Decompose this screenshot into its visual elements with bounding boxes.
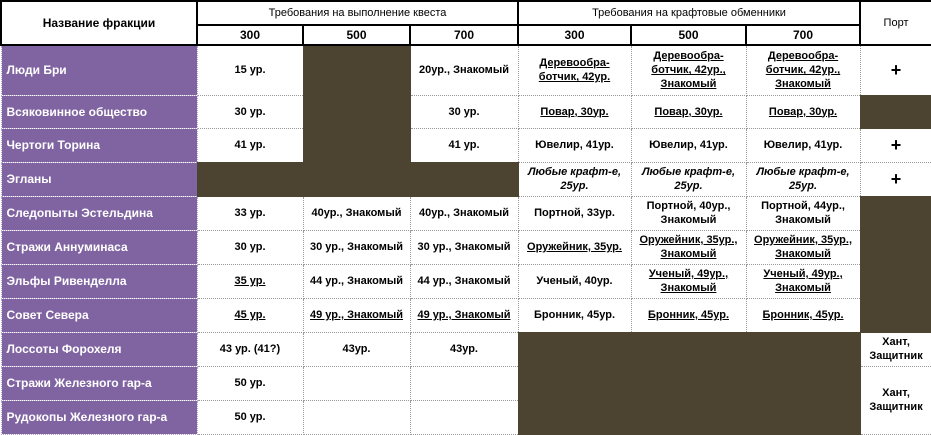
craft-500-cell: Деревообра-ботчик, 42ур., Знакомый — [631, 45, 746, 95]
craft-500-cell: Ювелир, 41ур. — [631, 128, 746, 162]
quest-500-cell: 30 ур., Знакомый — [303, 230, 410, 264]
quest-300-cell: 50 ур. — [197, 366, 303, 400]
faction-name: Люди Бри — [1, 45, 197, 95]
quest-700-cell: 20ур., Знакомый — [410, 45, 518, 95]
port-cell: Хант, Защитник — [860, 332, 931, 366]
faction-name: Всяковинное общество — [1, 95, 197, 128]
quest-500-cell: 44 ур., Знакомый — [303, 264, 410, 298]
table-row — [1, 332, 931, 366]
table-row — [1, 264, 931, 298]
craft-300-cell: Оружейник, 35ур. — [518, 230, 631, 264]
craft-empty-block — [518, 332, 860, 434]
port-cell: Хант, Защитник — [860, 366, 931, 434]
table-row — [1, 298, 931, 332]
craft-300-cell: Ювелир, 41ур. — [518, 128, 631, 162]
craft-300-cell: Деревообра-ботчик, 42ур. — [518, 45, 631, 95]
quest-500-cell — [303, 128, 410, 162]
quest-500-cell: 49 ур., Знакомый — [303, 298, 410, 332]
quest-500-cell: 43ур. — [303, 332, 410, 366]
quest-300-cell: 45 ур. — [197, 298, 303, 332]
quest-300-cell: 30 ур. — [197, 95, 303, 128]
craft-700-cell: Повар, 30ур. — [746, 95, 860, 128]
quest-300-cell: 30 ур. — [197, 230, 303, 264]
faction-name: Стражи Железного гар-а — [1, 366, 197, 400]
craft-700-cell: Ученый, 49ур., Знакомый — [746, 264, 860, 298]
craft-level-700-header: 700 — [746, 25, 860, 45]
faction-name-header: Название фракции — [1, 1, 197, 45]
table-row — [1, 95, 931, 128]
quest-level-700-header: 700 — [410, 25, 518, 45]
quest-500-cell — [303, 45, 410, 95]
craft-300-cell: Любые крафт-е, 25ур. — [518, 162, 631, 196]
faction-name: Совет Севера — [1, 298, 197, 332]
quest-300-cell: 50 ур. — [197, 400, 303, 434]
quest-300-cell: 35 ур. — [197, 264, 303, 298]
quest-500-cell: 40ур., Знакомый — [303, 196, 410, 230]
port-cell: + — [860, 45, 931, 95]
quest-700-cell: 43ур. — [410, 332, 518, 366]
faction-name: Рудокопы Железного гар-а — [1, 400, 197, 434]
craft-500-cell: Бронник, 45ур. — [631, 298, 746, 332]
faction-name: Чертоги Торина — [1, 128, 197, 162]
craft-700-cell: Деревообра-ботчик, 42ур., Знакомый — [746, 45, 860, 95]
port-cell: + — [860, 128, 931, 162]
quest-300-cell: 33 ур. — [197, 196, 303, 230]
quest-700-cell: 49 ур., Знакомый — [410, 298, 518, 332]
table-row — [1, 230, 931, 264]
table-row — [1, 196, 931, 230]
craft-level-500-header: 500 — [631, 25, 746, 45]
table-row — [1, 45, 931, 95]
table-row — [1, 162, 931, 196]
craft-700-cell: Портной, 44ур., Знакомый — [746, 196, 860, 230]
quest-700-cell — [410, 366, 518, 400]
craft-500-cell: Оружейник, 35ур., Знакомый — [631, 230, 746, 264]
quest-300-cell — [197, 162, 303, 196]
craft-700-cell: Оружейник, 35ур., Знакомый — [746, 230, 860, 264]
craft-500-cell: Любые крафт-е, 25ур. — [631, 162, 746, 196]
craft-requirements-header: Требования на крафтовые обменники — [518, 1, 860, 25]
quest-700-cell: 40ур., Знакомый — [410, 196, 518, 230]
quest-700-cell: 30 ур. — [410, 95, 518, 128]
port-header: Порт — [860, 1, 931, 45]
faction-name: Эльфы Ривенделла — [1, 264, 197, 298]
quest-700-cell: 44 ур., Знакомый — [410, 264, 518, 298]
craft-level-300-header: 300 — [518, 25, 631, 45]
craft-700-cell: Любые крафт-е, 25ур. — [746, 162, 860, 196]
faction-name: Следопыты Эстельдина — [1, 196, 197, 230]
quest-300-cell: 43 ур. (41?) — [197, 332, 303, 366]
craft-500-cell: Портной, 40ур., Знакомый — [631, 196, 746, 230]
quest-level-500-header: 500 — [303, 25, 410, 45]
faction-name: Эгланы — [1, 162, 197, 196]
quest-300-cell: 41 ур. — [197, 128, 303, 162]
quest-700-cell: 41 ур. — [410, 128, 518, 162]
quest-700-cell: 30 ур., Знакомый — [410, 230, 518, 264]
port-cell — [860, 230, 931, 264]
port-cell — [860, 196, 931, 230]
craft-300-cell: Бронник, 45ур. — [518, 298, 631, 332]
craft-700-cell: Бронник, 45ур. — [746, 298, 860, 332]
craft-500-cell: Повар, 30ур. — [631, 95, 746, 128]
quest-700-cell — [410, 162, 518, 196]
port-cell — [860, 298, 931, 332]
faction-name: Лоссоты Форохеля — [1, 332, 197, 366]
craft-700-cell: Ювелир, 41ур. — [746, 128, 860, 162]
quest-300-cell: 15 ур. — [197, 45, 303, 95]
port-cell — [860, 95, 931, 128]
port-cell — [860, 264, 931, 298]
craft-300-cell: Портной, 33ур. — [518, 196, 631, 230]
quest-requirements-header: Требования на выполнение квеста — [197, 1, 518, 25]
quest-500-cell — [303, 162, 410, 196]
table-row — [1, 128, 931, 162]
port-cell: + — [860, 162, 931, 196]
quest-500-cell — [303, 400, 410, 434]
craft-300-cell: Повар, 30ур. — [518, 95, 631, 128]
quest-level-300-header: 300 — [197, 25, 303, 45]
craft-300-cell: Ученый, 40ур. — [518, 264, 631, 298]
quest-500-cell — [303, 366, 410, 400]
faction-name: Стражи Аннуминаса — [1, 230, 197, 264]
craft-500-cell: Ученый, 49ур., Знакомый — [631, 264, 746, 298]
quest-700-cell — [410, 400, 518, 434]
quest-500-cell — [303, 95, 410, 128]
